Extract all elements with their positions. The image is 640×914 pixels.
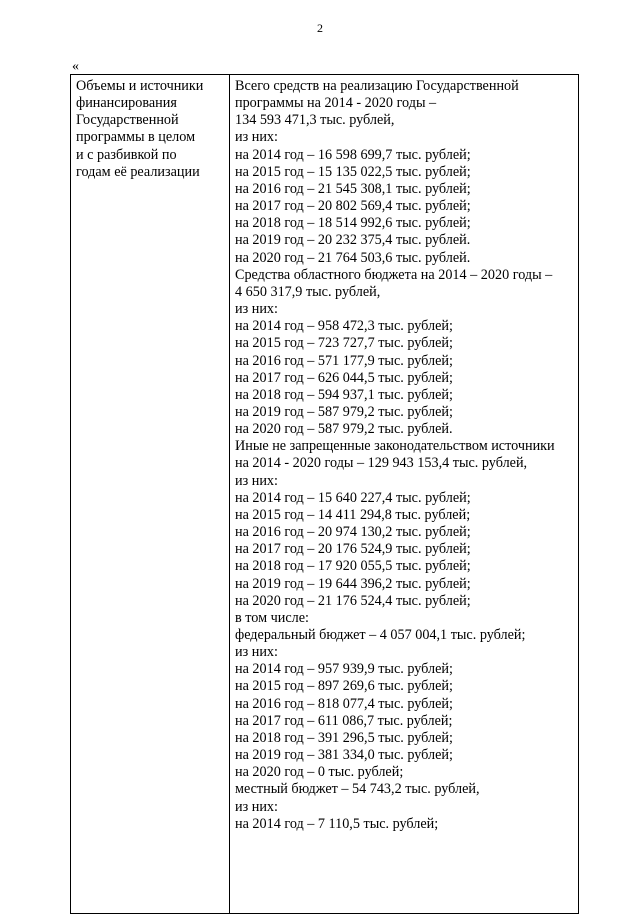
label-line: Объемы и источники [76, 78, 204, 94]
regional-year-line: на 2015 год – 723 727,7 тыс. рублей; [235, 335, 453, 352]
funding-row [71, 75, 579, 914]
regional-year-line: на 2014 год – 958 472,3 тыс. рублей; [235, 318, 453, 335]
federal-year-line: на 2018 год – 391 296,5 тыс. рублей; [235, 729, 453, 746]
total-year-line: на 2016 год – 21 545 308,1 тыс. рублей; [235, 180, 471, 197]
federal-year-line: на 2019 год – 381 334,0 тыс. рублей; [235, 747, 453, 764]
other-sources-year-line: на 2017 год – 20 176 524,9 тыс. рублей; [235, 541, 471, 558]
regional-year-line: на 2016 год – 571 177,9 тыс. рублей; [235, 352, 453, 369]
other-sources-amount: на 2014 - 2020 годы – 129 943 153,4 тыс. рублей, [235, 455, 528, 472]
total-funding-heading: программы на 2014 - 2020 годы – [235, 95, 437, 112]
of-which-label: из них: [235, 472, 278, 489]
label-line: годам её реализации [76, 163, 200, 180]
opening-quote-mark: « [72, 59, 79, 74]
local-budget-amount: местный бюджет – 54 743,2 тыс. рублей, [235, 781, 480, 798]
funding-value-cell [230, 75, 579, 914]
other-sources-year-line: на 2015 год – 14 411 294,8 тыс. рублей; [235, 506, 471, 523]
total-funding-amount: 134 593 471,3 тыс. рублей, [235, 112, 395, 129]
label-line: программы в целом [76, 129, 196, 146]
other-sources-year-line: на 2014 год – 15 640 227,4 тыс. рублей; [235, 489, 471, 506]
total-year-line: на 2017 год – 20 802 569,4 тыс. рублей; [235, 198, 471, 215]
other-sources-year-line: на 2018 год – 17 920 055,5 тыс. рублей; [235, 558, 471, 575]
federal-budget-amount: федеральный бюджет – 4 057 004,1 тыс. рублей; [235, 627, 526, 643]
total-year-line: на 2014 год – 16 598 699,7 тыс. рублей; [235, 146, 471, 163]
of-which-label: из них: [235, 644, 278, 661]
regional-year-line: на 2017 год – 626 044,5 тыс. рублей; [235, 369, 453, 386]
regional-budget-amount: 4 650 317,9 тыс. рублей, [235, 283, 381, 300]
label-line: и с разбивкой по [76, 146, 177, 163]
other-sources-year-line: на 2016 год – 20 974 130,2 тыс. рублей; [235, 524, 471, 541]
of-which-label: из них: [235, 798, 278, 815]
federal-year-line: на 2020 год – 0 тыс. рублей; [235, 764, 404, 781]
of-which-label: из них: [235, 129, 278, 146]
label-line: Государственной [76, 112, 179, 129]
label-line: финансирования [76, 95, 177, 112]
regional-year-line: на 2020 год – 587 979,2 тыс. рублей. [235, 421, 453, 438]
total-year-line: на 2018 год – 18 514 992,6 тыс. рублей; [235, 215, 471, 232]
federal-year-line: на 2014 год – 957 939,9 тыс. рублей; [235, 661, 453, 678]
total-year-line: на 2020 год – 21 764 503,6 тыс. рублей. [235, 249, 471, 266]
other-sources-heading: Иные не запрещенные законодательством источники [235, 438, 555, 455]
page-number: 2 [317, 21, 323, 35]
total-year-line: на 2019 год – 20 232 375,4 тыс. рублей. [235, 232, 471, 249]
regional-year-line: на 2019 год – 587 979,2 тыс. рублей; [235, 403, 453, 420]
program-passport-table [70, 74, 579, 914]
federal-year-line: на 2016 год – 818 077,4 тыс. рублей; [235, 695, 453, 712]
other-sources-year-line: на 2019 год – 19 644 396,2 тыс. рублей; [235, 575, 471, 592]
including-label: в том числе: [235, 609, 309, 626]
regional-year-line: на 2018 год – 594 937,1 тыс. рублей; [235, 386, 453, 403]
funding-label-cell [71, 75, 230, 914]
local-year-line: на 2014 год – 7 110,5 тыс. рублей; [235, 815, 439, 832]
other-sources-year-line: на 2020 год – 21 176 524,4 тыс. рублей; [235, 592, 471, 609]
federal-year-line: на 2017 год – 611 086,7 тыс. рублей; [235, 712, 453, 729]
of-which-label: из них: [235, 301, 278, 318]
regional-budget-heading: Средства областного бюджета на 2014 – 2020 годы – [235, 266, 553, 283]
total-year-line: на 2015 год – 15 135 022,5 тыс. рублей; [235, 163, 471, 180]
total-funding-heading: Всего средств на реализацию Государственной [235, 78, 519, 94]
federal-year-line: на 2015 год – 897 269,6 тыс. рублей; [235, 678, 453, 695]
